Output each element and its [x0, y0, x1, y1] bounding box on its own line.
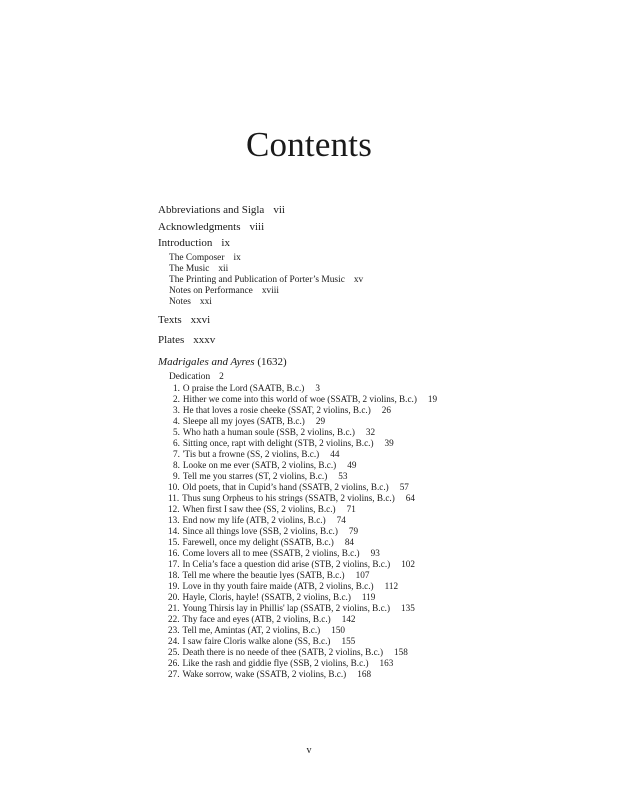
song-number: 7. — [173, 449, 180, 459]
song-entry — [168, 537, 354, 548]
song-number: 9. — [173, 471, 180, 481]
song-title: He that loves a rosie cheeke (SSAT, 2 violins, B.c.) — [182, 405, 371, 415]
song-title: 'Tis but a frowne (SS, 2 violins, B.c.) — [182, 449, 320, 459]
toc-entry-page: xxxv — [193, 334, 216, 346]
toc-subentry-label: The Composer — [169, 253, 225, 263]
toc-subentry-label: Notes — [169, 297, 191, 307]
dedication-label: Dedication — [169, 372, 211, 382]
song-entry — [168, 614, 356, 625]
song-number: 12. — [168, 504, 180, 514]
song-title: Sitting once, rapt with delight (STB, 2 violins, B.c.) — [182, 438, 374, 448]
song-page: 29 — [315, 416, 326, 426]
toc-entry — [158, 334, 215, 347]
toc-entry-page: ix — [221, 237, 230, 249]
song-page: 32 — [365, 427, 376, 437]
toc-entry-label: Acknowledgments — [158, 221, 241, 233]
song-number: 23. — [168, 625, 180, 635]
song-number: 14. — [168, 526, 180, 536]
song-number: 25. — [168, 647, 180, 657]
song-title: Farewell, once my delight (SSATB, B.c.) — [182, 537, 334, 547]
song-title: Tell me where the beautie lyes (SATB, B.c.) — [182, 570, 345, 580]
song-page: 107 — [355, 570, 370, 580]
song-number: 20. — [168, 592, 180, 602]
song-title: Looke on me ever (SATB, 2 violins, B.c.) — [182, 460, 337, 470]
song-page: 150 — [331, 625, 346, 635]
song-page: 119 — [361, 592, 376, 602]
song-title: Love in thy youth faire maide (ATB, 2 violins, B.c.) — [182, 581, 374, 591]
song-page: 163 — [379, 658, 394, 668]
song-page: 135 — [401, 603, 415, 613]
song-entry — [173, 427, 375, 438]
toc-subentry-label: Notes on Performance — [169, 286, 253, 296]
song-page: 84 — [344, 537, 354, 547]
song-page: 79 — [348, 526, 359, 536]
song-number: 16. — [168, 548, 180, 558]
toc-subentry — [169, 297, 212, 308]
section-heading — [158, 356, 287, 369]
song-page: 158 — [394, 647, 408, 657]
toc-entry-page: viii — [249, 221, 265, 233]
song-entry — [168, 570, 369, 581]
toc-subentry-label: The Music — [169, 264, 210, 274]
song-entry — [173, 460, 356, 471]
toc-entry — [158, 221, 264, 234]
toc-subentry — [169, 253, 241, 264]
toc-subentry-label: The Printing and Publication of Porter’s Music — [169, 275, 345, 285]
toc-subentry — [169, 264, 228, 275]
section-year: (1632) — [257, 356, 287, 368]
song-number: 26. — [168, 658, 180, 668]
song-title: Young Thirsis lay in Phillis' lap (SSATB, 2 violins, B.c.) — [182, 603, 391, 613]
song-title: I saw faire Cloris walke alone (SS, B.c.) — [182, 636, 331, 646]
song-entry — [168, 482, 409, 493]
song-number: 6. — [173, 438, 180, 448]
song-page: 19 — [427, 394, 438, 404]
song-number: 21. — [168, 603, 180, 613]
toc-entry-page: vii — [273, 204, 285, 216]
song-page: 102 — [401, 559, 415, 569]
song-number: 19. — [168, 581, 180, 591]
song-number: 13. — [168, 515, 180, 525]
toc-entry-label: Texts — [158, 314, 182, 326]
song-title: Wake sorrow, wake (SSATB, 2 violins, B.c.) — [182, 669, 347, 679]
song-entry — [173, 416, 325, 427]
song-title: Hayle, Cloris, hayle! (SSATB, 2 violins, B.c.) — [182, 592, 351, 602]
dedication-page: 2 — [219, 372, 224, 382]
song-number: 22. — [168, 614, 180, 624]
page-title: Contents — [245, 125, 373, 164]
song-page: 74 — [336, 515, 346, 525]
toc-subentry-page: ix — [233, 253, 241, 263]
song-title: Old poets, that in Cupid’s hand (SSATB, 2 violins, B.c.) — [182, 482, 389, 492]
toc-subentry-page: xviii — [261, 286, 280, 296]
song-entry — [168, 647, 408, 658]
song-entry — [168, 603, 415, 614]
dedication-entry — [169, 372, 224, 383]
song-entry — [168, 658, 393, 669]
song-number: 11. — [168, 493, 180, 503]
song-number: 5. — [173, 427, 180, 437]
song-entry — [173, 394, 437, 405]
song-number: 3. — [173, 405, 180, 415]
song-entry — [168, 493, 415, 504]
toc-entry-label: Introduction — [158, 237, 213, 249]
song-page: 53 — [338, 471, 348, 481]
song-title: Tell me, Amintas (AT, 2 violins, B.c.) — [182, 625, 321, 635]
song-title: Thus sung Orpheus to his strings (SSATB, 2 violins, B.c.) — [182, 493, 395, 503]
song-page: 39 — [384, 438, 394, 448]
toc-subentry-page: xv — [353, 275, 364, 285]
toc-entry — [158, 314, 210, 327]
toc-subentry — [169, 286, 279, 297]
toc-entry-label: Abbreviations and Sigla — [158, 204, 265, 216]
song-page: 142 — [341, 614, 356, 624]
toc-entry-page: xxvi — [190, 314, 211, 326]
song-entry — [173, 449, 339, 460]
toc-entry — [158, 237, 230, 250]
song-page: 26 — [381, 405, 391, 415]
song-title: End now my life (ATB, 2 violins, B.c.) — [182, 515, 326, 525]
song-number: 1. — [173, 383, 180, 393]
song-entry — [168, 504, 356, 515]
song-title: Sleepe all my joyes (SATB, B.c.) — [182, 416, 305, 426]
page-number: v — [306, 745, 312, 756]
song-page: 155 — [341, 636, 356, 646]
song-number: 18. — [168, 570, 180, 580]
song-number: 24. — [168, 636, 180, 646]
song-title: When first I saw thee (SS, 2 violins, B.c.) — [182, 504, 336, 514]
song-entry — [173, 383, 320, 394]
song-title: Who hath a human soule (SSB, 2 violins, B.c.) — [182, 427, 355, 437]
toc-subentry-page: xii — [218, 264, 229, 274]
song-title: Thy face and eyes (ATB, 2 violins, B.c.) — [182, 614, 331, 624]
song-page: 112 — [384, 581, 399, 591]
song-entry — [168, 581, 398, 592]
song-number: 15. — [168, 537, 180, 547]
toc-entry — [158, 204, 285, 217]
song-page: 93 — [370, 548, 380, 558]
song-title: Hither we come into this world of woe (SSATB, 2 violins, B.c.) — [182, 394, 417, 404]
song-number: 27. — [168, 669, 180, 679]
song-entry — [173, 438, 394, 449]
song-entry — [168, 592, 375, 603]
song-entry — [168, 625, 345, 636]
song-page: 57 — [399, 482, 409, 492]
song-title: Death there is no neede of thee (SATB, 2 violins, B.c.) — [182, 647, 384, 657]
song-number: 2. — [173, 394, 180, 404]
song-page: 71 — [346, 504, 356, 514]
song-page: 44 — [330, 449, 340, 459]
song-entry — [173, 405, 391, 416]
song-page: 168 — [357, 669, 372, 679]
song-entry — [168, 669, 371, 680]
song-entry — [168, 548, 380, 559]
song-title: Tell me you starres (ST, 2 violins, B.c.) — [182, 471, 328, 481]
song-number: 17. — [168, 559, 180, 569]
song-entry — [168, 515, 346, 526]
toc-subentry-page: xxi — [199, 297, 212, 307]
song-page: 64 — [405, 493, 415, 503]
song-title: O praise the Lord (SAATB, B.c.) — [182, 383, 305, 393]
song-entry — [168, 636, 355, 647]
song-title: Come lovers all to mee (SSATB, 2 violins, B.c.) — [182, 548, 360, 558]
song-page: 49 — [347, 460, 357, 470]
song-number: 10. — [168, 482, 180, 492]
song-number: 8. — [173, 460, 180, 470]
song-title: Like the rash and giddie flye (SSB, 2 violins, B.c.) — [182, 658, 369, 668]
song-entry — [168, 526, 358, 537]
song-page: 3 — [315, 383, 320, 393]
song-number: 4. — [173, 416, 180, 426]
toc-entry-label: Plates — [158, 334, 185, 346]
song-title: Since all things love (SSB, 2 violins, B.c.) — [182, 526, 338, 536]
section-title: Madrigales and Ayres — [158, 356, 255, 368]
song-entry — [168, 559, 415, 570]
toc-subentry — [169, 275, 363, 286]
song-entry — [173, 471, 347, 482]
song-title: In Celia’s face a question did arise (STB, 2 violins, B.c.) — [182, 559, 391, 569]
